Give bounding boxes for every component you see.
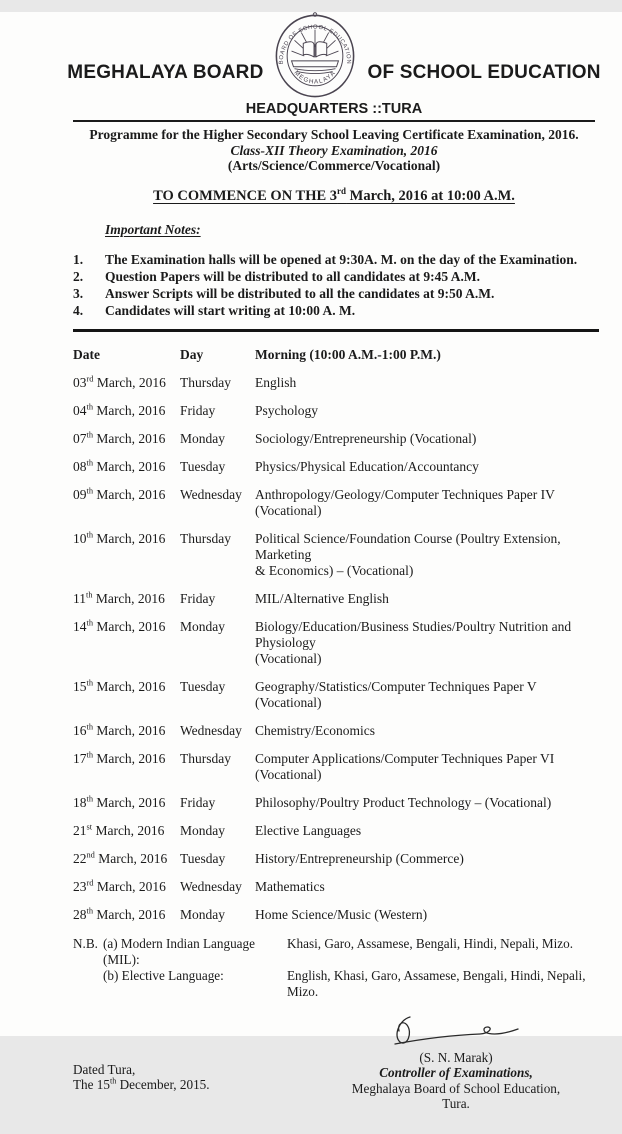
day-cell: Friday [180, 590, 216, 606]
nb-row [73, 968, 595, 1000]
nb-row [73, 936, 595, 968]
important-notes-list [73, 251, 595, 319]
signer-name: (S. N. Marak) [419, 1049, 493, 1065]
note-text: Answer Scripts will be distributed to all the candidates at 9:50 A.M. [105, 285, 495, 301]
subject-cell: Home Science/Music (Western) [255, 906, 428, 922]
date-cell: 08th March, 2016 [73, 458, 166, 474]
subject-cell: Sociology/Entrepreneurship (Vocational) [255, 430, 477, 446]
dated-block [73, 1062, 210, 1093]
date-cell: 09th March, 2016 [73, 486, 166, 502]
table-row [73, 667, 595, 711]
table-row [73, 475, 595, 519]
date-cell: 28th March, 2016 [73, 906, 166, 922]
seal-ring-bottom-text: MEGHALAYA [292, 69, 337, 86]
day-cell: Thursday [180, 750, 231, 766]
date-cell: 17th March, 2016 [73, 750, 166, 766]
column-header-date: Date [73, 346, 100, 362]
headquarters-title: HEADQUARTERS ::TURA [73, 101, 595, 122]
subject-cell: Political Science/Foundation Course (Poultry Extension, Marketing & Economics) – (Vocational) [255, 530, 561, 578]
masthead [67, 12, 601, 98]
note-text: Question Papers will be distributed to all candidates at 9:45 A.M. [105, 268, 481, 284]
seal-ribbon-icon [291, 61, 338, 74]
signature-block [331, 1014, 581, 1112]
exam-programme-document [0, 12, 622, 1111]
date-cell: 16th March, 2016 [73, 722, 166, 738]
day-cell: Wednesday [180, 722, 242, 738]
date-cell: 04th March, 2016 [73, 402, 166, 418]
note-number: 3. [73, 285, 84, 301]
programme-title: Programme for the Higher Secondary School Leaving Certificate Examination, 2016. [89, 127, 579, 142]
signer-place: Tura. [442, 1096, 470, 1111]
table-row [73, 363, 595, 391]
table-row [73, 519, 595, 579]
date-cell: 10th March, 2016 [73, 530, 166, 546]
exam-subtitle: Class-XII Theory Examination, 2016 [230, 142, 438, 158]
note-text: The Examination halls will be opened at 9:30A. M. on the day of the Examination. [105, 251, 578, 267]
table-row [73, 867, 595, 895]
day-cell: Monday [180, 822, 225, 838]
signer-title: Controller of Examinations, [379, 1065, 533, 1080]
note-text: Candidates will start writing at 10:00 A. M. [105, 302, 356, 318]
exam-timetable [73, 332, 595, 923]
note-item [73, 268, 595, 285]
day-cell: Monday [180, 906, 225, 922]
table-row [73, 739, 595, 783]
nb-key: (a) Modern Indian Language (MIL): [103, 935, 255, 967]
day-cell: Thursday [180, 530, 231, 546]
date-cell: 23rd March, 2016 [73, 878, 166, 894]
subject-cell: Chemistry/Economics [255, 722, 375, 738]
note-item [73, 251, 595, 268]
date-cell: 18th March, 2016 [73, 794, 166, 810]
day-cell: Monday [180, 430, 225, 446]
day-cell: Wednesday [180, 878, 242, 894]
note-item [73, 285, 595, 302]
day-cell: Tuesday [180, 850, 226, 866]
day-cell: Friday [180, 402, 216, 418]
column-header-day: Day [180, 346, 204, 362]
subject-cell: Physics/Physical Education/Accountancy [255, 458, 479, 474]
table-row [73, 839, 595, 867]
timetable-body [73, 363, 595, 923]
day-cell: Monday [180, 618, 225, 634]
nb-value: Khasi, Garo, Assamese, Bengali, Hindi, Nepali, Mizo. [287, 935, 574, 951]
table-row [73, 447, 595, 475]
nb-key: (b) Elective Language: [103, 967, 224, 983]
subject-cell: Biology/Education/Business Studies/Poultry Nutrition and Physiology (Vocational) [255, 618, 572, 666]
table-row [73, 579, 595, 607]
date-cell: 03rd March, 2016 [73, 374, 166, 390]
dated-place: Dated Tura, [73, 1061, 136, 1077]
footer [73, 1014, 595, 1134]
subject-cell: Anthropology/Geology/Computer Techniques Paper IV (Vocational) [255, 486, 555, 518]
commencement-notice: TO COMMENCE ON THE 3rd March, 2016 at 10:00 A.M. [153, 185, 515, 204]
table-row [73, 783, 595, 811]
day-cell: Tuesday [180, 678, 226, 694]
table-row [73, 419, 595, 447]
table-row [73, 811, 595, 839]
date-cell: 22nd March, 2016 [73, 850, 168, 866]
subject-cell: Philosophy/Poultry Product Technology – (Vocational) [255, 794, 552, 810]
table-row [73, 711, 595, 739]
subject-cell: MIL/Alternative English [255, 590, 389, 606]
date-cell: 11th March, 2016 [73, 590, 165, 606]
nb-label [73, 968, 103, 1000]
subject-cell: Geography/Statistics/Computer Techniques Paper V (Vocational) [255, 678, 537, 710]
table-row [73, 391, 595, 419]
note-item [73, 302, 595, 319]
subject-cell: Psychology [255, 402, 319, 418]
date-cell: 15th March, 2016 [73, 678, 166, 694]
date-cell: 14th March, 2016 [73, 618, 166, 634]
day-cell: Tuesday [180, 458, 226, 474]
note-number: 4. [73, 302, 84, 318]
subject-cell: History/Entrepreneurship (Commerce) [255, 850, 464, 866]
seal-ring-top-text: BOARD OF SCHOOL EDUCATION [278, 24, 351, 65]
date-cell: 07th March, 2016 [73, 430, 166, 446]
note-number: 2. [73, 268, 84, 284]
day-cell: Thursday [180, 374, 231, 390]
board-title-left: MEGHALAYA BOARD [67, 62, 264, 83]
dated-date: The 15th December, 2015. [73, 1076, 210, 1092]
board-title-right: OF SCHOOL EDUCATION [367, 62, 601, 83]
streams-line: (Arts/Science/Commerce/Vocational) [227, 158, 441, 173]
signature-icon [390, 1014, 522, 1052]
signer-org: Meghalaya Board of School Education, [351, 1080, 561, 1096]
subject-cell: English [255, 374, 297, 390]
date-cell: 21st March, 2016 [73, 822, 165, 838]
table-row [73, 607, 595, 667]
programme-intro [73, 127, 595, 174]
day-cell: Friday [180, 794, 216, 810]
nb-label: N.B. [73, 935, 98, 951]
note-number: 1. [73, 251, 84, 267]
subject-cell: Elective Languages [255, 822, 362, 838]
column-header-morning: Morning (10:00 A.M.-1:00 P.M.) [255, 346, 441, 362]
nb-value: English, Khasi, Garo, Assamese, Bengali, Hindi, Nepali, Mizo. [287, 967, 586, 999]
nb-section [73, 936, 595, 1000]
important-notes-heading: Important Notes: [105, 221, 201, 237]
table-row [73, 895, 595, 923]
board-seal-logo [273, 12, 357, 98]
day-cell: Wednesday [180, 486, 242, 502]
subject-cell: Computer Applications/Computer Techniques Paper VI (Vocational) [255, 750, 555, 782]
timetable-header-row [73, 332, 595, 363]
subject-cell: Mathematics [255, 878, 325, 894]
